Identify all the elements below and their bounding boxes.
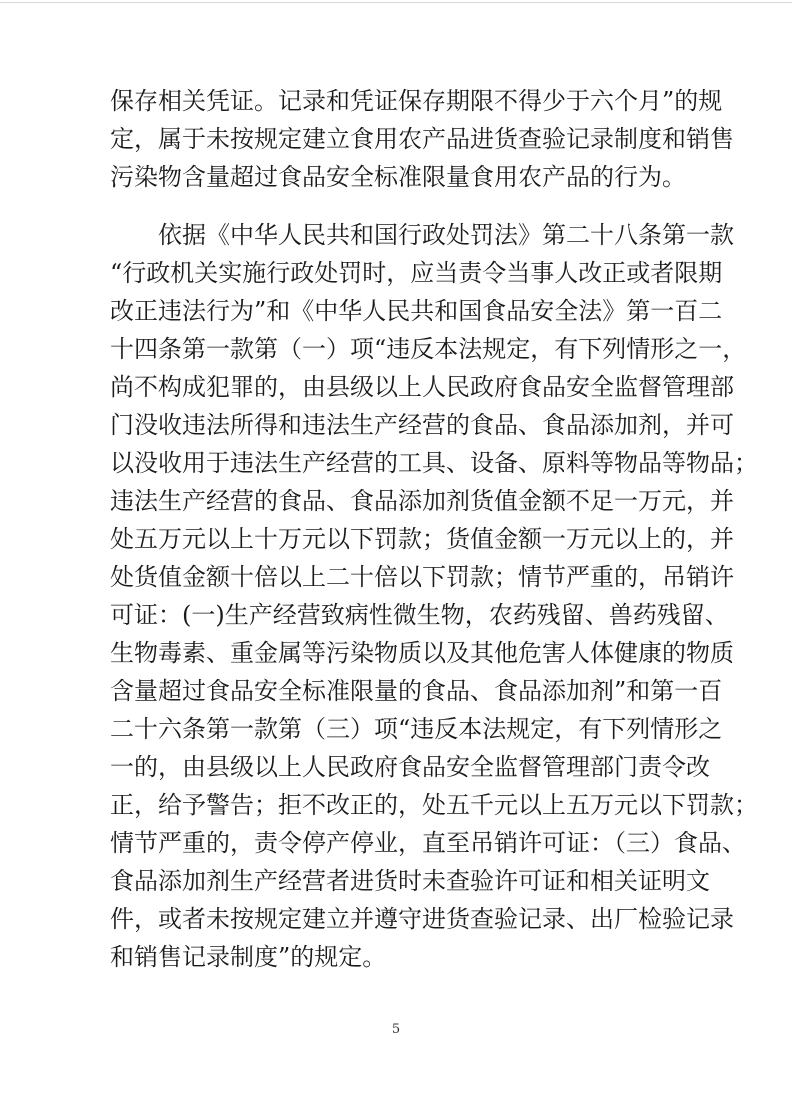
text-line-16: 含量超过食品安全标准限量的食品、食品添加剂”和第一百	[110, 677, 723, 705]
text-line-9: 门没收违法所得和违法生产经营的食品、食品添加剂，并可	[110, 411, 734, 439]
text-line-19: 正，给予警告；拒不改正的，处五千元以上五万元以下罚款；	[110, 791, 758, 819]
text-line-7: 十四条第一款第（一）项“违反本法规定，有下列情形之一，	[110, 335, 747, 363]
text-line-4: 依据《中华人民共和国行政处罚法》第二十八条第一款	[158, 221, 734, 249]
text-line-14: 可证：(一)生产经营致病性微生物，农药残留、兽药残留、	[110, 601, 729, 629]
text-line-20: 情节严重的，责令停产停业，直至吊销许可证：（三）食品、	[110, 829, 746, 857]
text-line-5: “行政机关实施行政处罚时，应当责令当事人改正或者限期	[110, 259, 723, 287]
text-line-15: 生物毒素、重金属等污染物质以及其他危害人体健康的物质	[110, 639, 734, 667]
text-line-6: 改正违法行为”和《中华人民共和国食品安全法》第一百二	[110, 297, 723, 325]
text-line-13: 处货值金额十倍以上二十倍以下罚款；情节严重的，吊销许	[110, 563, 734, 591]
text-line-10: 以没收用于违法生产经营的工具、设备、原料等物品等物品；	[110, 449, 758, 477]
text-line-1: 保存相关凭证。记录和凭证保存期限不得少于六个月”的规	[110, 87, 723, 115]
text-line-2: 定，属于未按规定建立食用农产品进货查验记录制度和销售	[110, 125, 734, 153]
text-line-3: 污染物含量超过食品安全标准限量食用农产品的行为。	[110, 163, 686, 191]
text-line-18: 一的，由县级以上人民政府食品安全监督管理部门责令改	[110, 753, 710, 781]
text-line-23: 和销售记录制度”的规定。	[110, 943, 387, 971]
page-number: 5	[391, 1022, 401, 1037]
text-line-17: 二十六条第一款第（三）项“违反本法规定，有下列情形之	[110, 715, 723, 743]
text-line-8: 尚不构成犯罪的，由县级以上人民政府食品安全监督管理部	[110, 373, 734, 401]
text-line-12: 处五万元以上十万元以下罚款；货值金额一万元以上的，并	[110, 525, 734, 553]
text-line-11: 违法生产经营的食品、食品添加剂货值金额不足一万元，并	[110, 487, 734, 515]
text-line-22: 件，或者未按规定建立并遵守进货查验记录、出厂检验记录	[110, 905, 734, 933]
text-line-21: 食品添加剂生产经营者进货时未查验许可证和相关证明文	[110, 867, 710, 895]
